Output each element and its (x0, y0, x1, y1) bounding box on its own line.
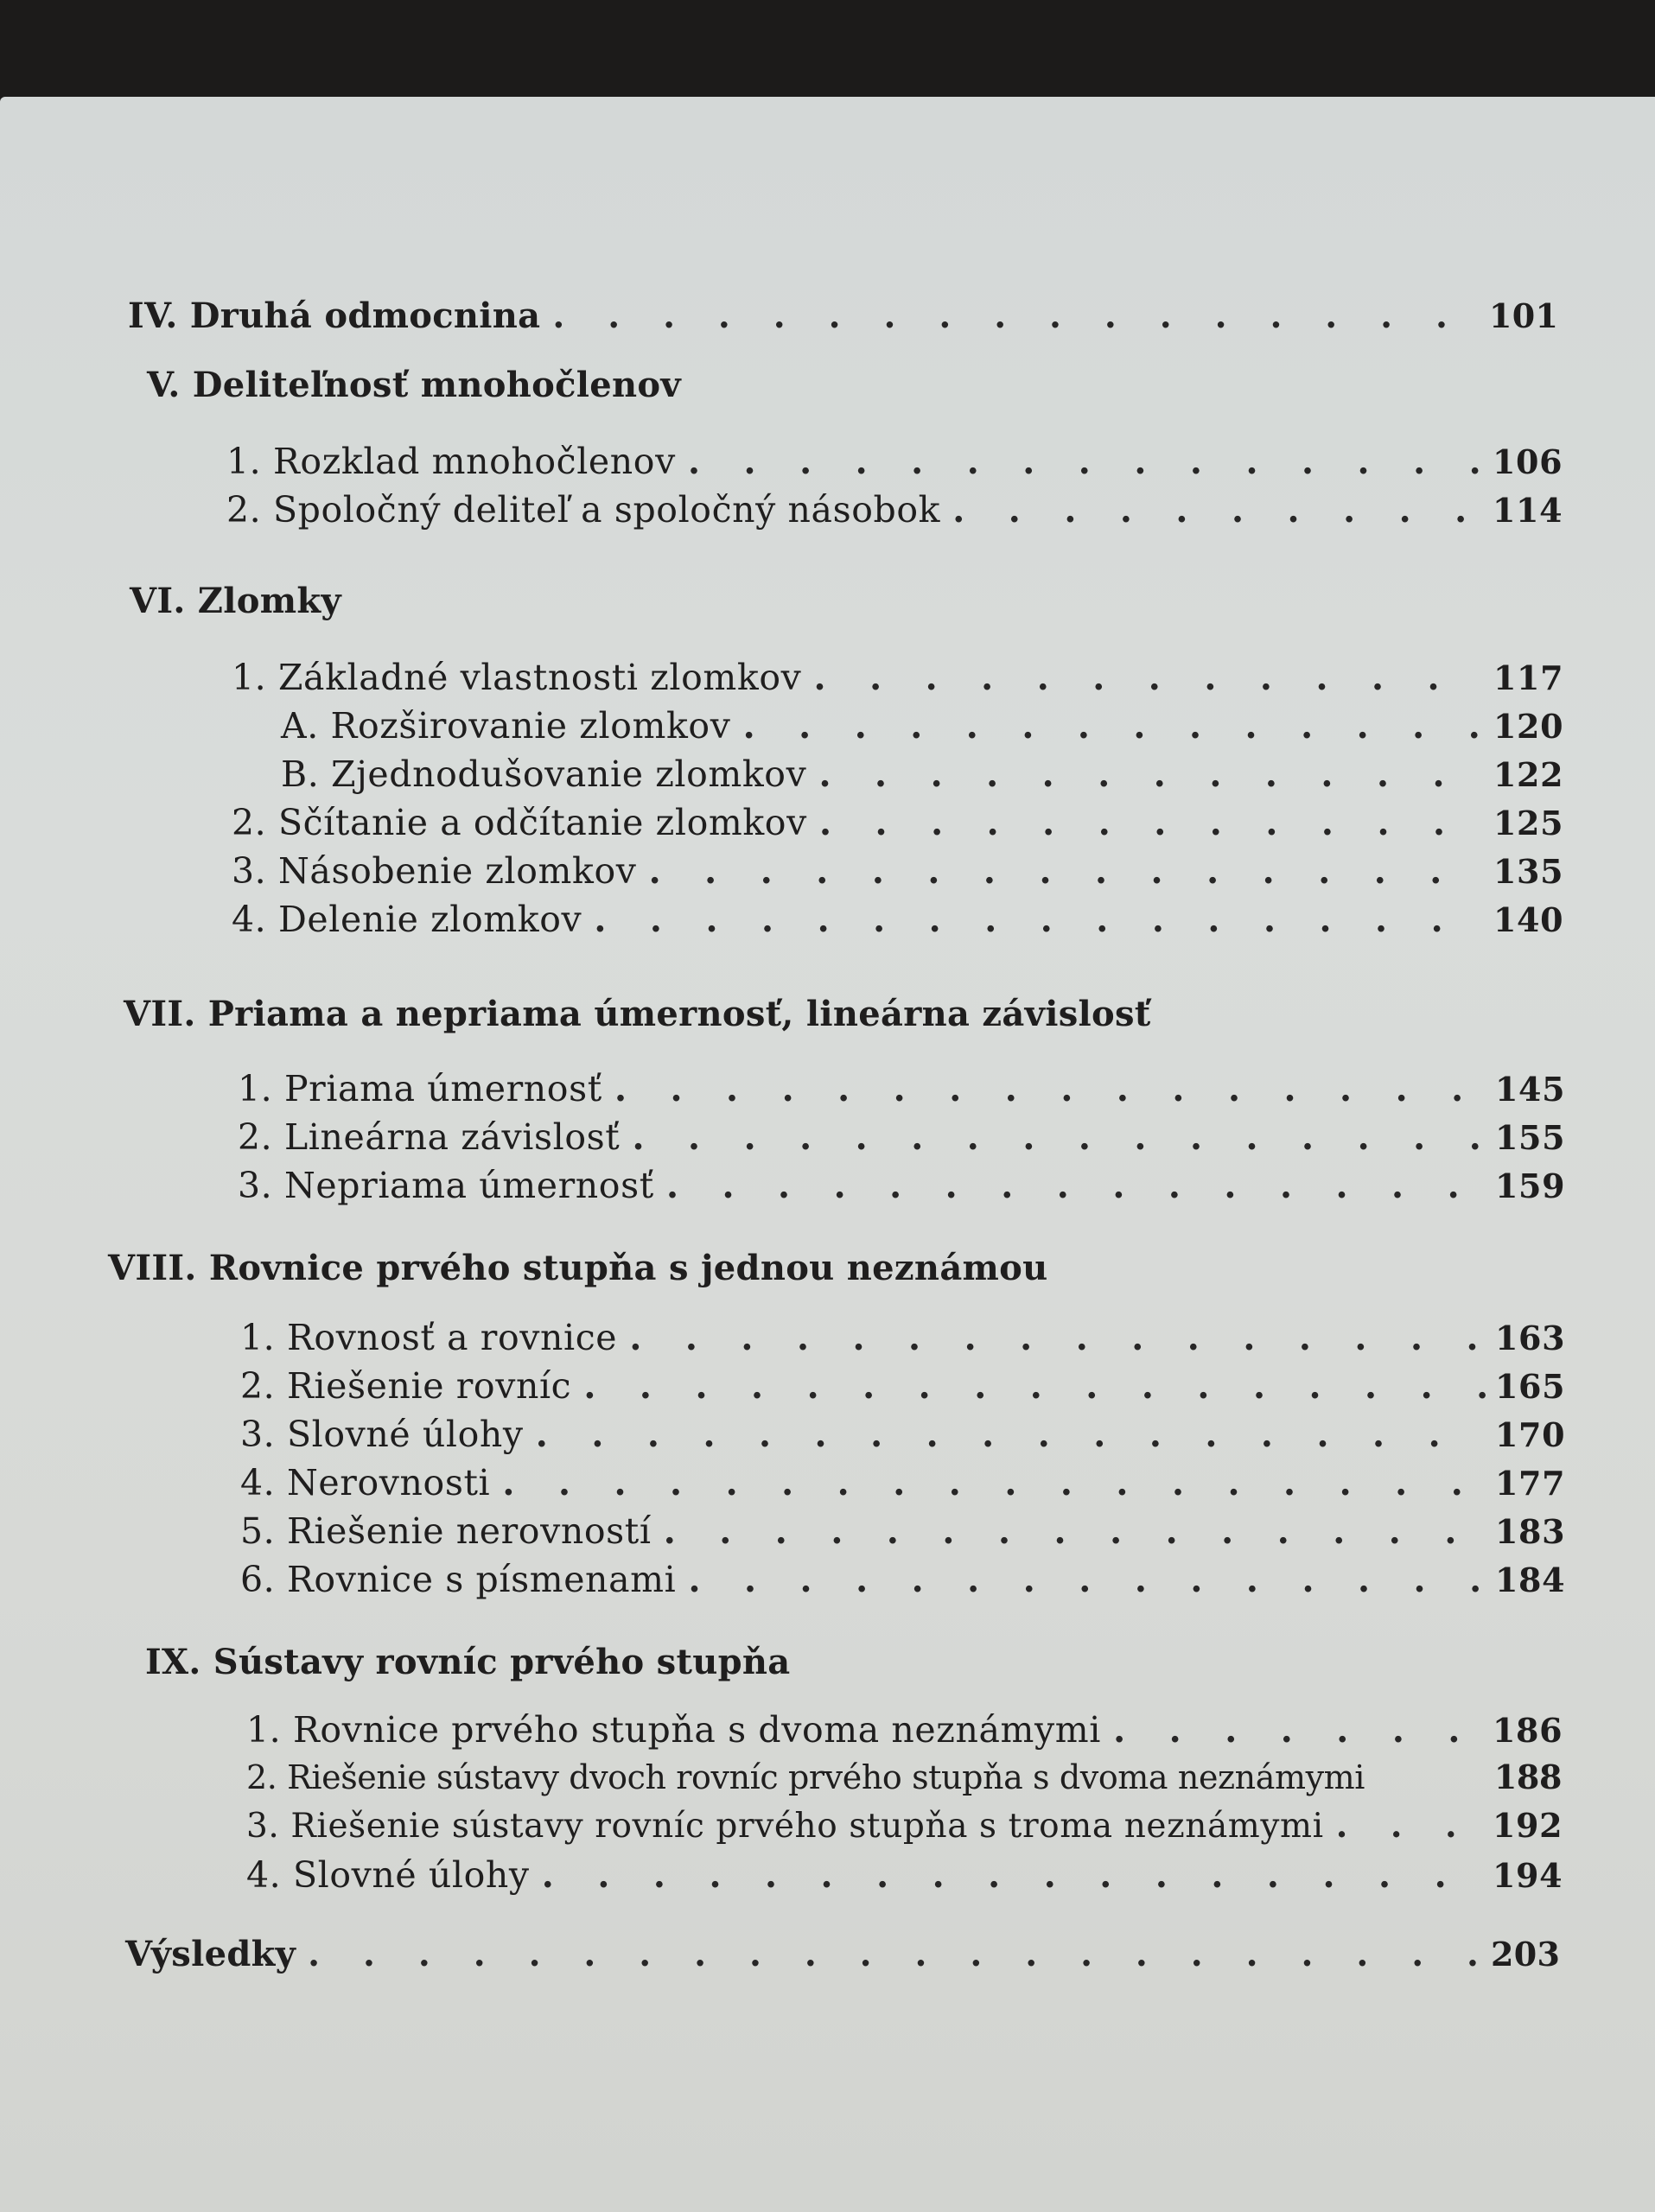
section-title: 3. Násobenie zlomkov (232, 850, 637, 892)
page-number: 155 (1495, 1118, 1566, 1157)
page-number: 159 (1495, 1166, 1566, 1205)
section-title: 1. Rozklad mnohočlenov (226, 441, 676, 482)
toc-entry-9-3[interactable] (246, 1806, 1562, 1846)
chapter-heading-6[interactable] (130, 581, 341, 621)
toc-entry-6-1[interactable] (232, 657, 1563, 698)
page-number: 183 (1495, 1512, 1566, 1551)
page-number: 145 (1495, 1070, 1566, 1109)
page-number: 114 (1493, 491, 1563, 530)
photo-background (0, 0, 1655, 102)
dot-leader (666, 1165, 1486, 1206)
dot-leader (308, 1934, 1482, 1974)
page-number: 165 (1495, 1367, 1566, 1406)
dot-leader (664, 1510, 1486, 1552)
dot-leader (819, 802, 1485, 843)
chapter-title: V. Deliteľnosť mnohočlenov (147, 365, 681, 405)
page-number: 125 (1493, 804, 1564, 842)
section-title: 2. Riešenie sústavy dvoch rovníc prvého stupňa s dvoma neznámymi (246, 1758, 1365, 1796)
toc-entry-7-3[interactable] (238, 1165, 1564, 1206)
dot-leader (952, 489, 1484, 531)
chapter-title: VII. Priama a nepriama úmernosť, lineárna závislosť (124, 994, 1151, 1034)
toc-entry-chapter-4[interactable] (128, 296, 1558, 336)
toc-entry-8-2[interactable] (240, 1365, 1564, 1407)
toc-entry-8-5[interactable] (240, 1510, 1564, 1552)
section-title: B. Zjednodušovanie zlomkov (281, 753, 807, 795)
dot-leader (742, 705, 1485, 747)
toc-entry-8-4[interactable] (240, 1462, 1564, 1503)
section-title: 5. Riešenie nerovností (240, 1510, 652, 1552)
page-number: 203 (1491, 1935, 1561, 1974)
section-title: 4. Slovné úlohy (246, 1854, 530, 1896)
chapter-title: Výsledky (125, 1934, 296, 1974)
dot-leader (632, 1116, 1486, 1158)
page-number: 101 (1489, 296, 1559, 335)
dot-leader (813, 657, 1485, 698)
section-title: 1. Rovnosť a rovnice (240, 1317, 618, 1358)
page-number: 192 (1493, 1806, 1563, 1845)
dot-leader (688, 1559, 1486, 1600)
dot-leader (688, 441, 1484, 482)
page-number: 177 (1495, 1464, 1566, 1503)
toc-entry-6-4[interactable] (232, 899, 1563, 940)
dot-leader (649, 850, 1486, 892)
page-number: 135 (1493, 852, 1564, 891)
dot-leader (542, 1854, 1484, 1896)
toc-entry-6-1a[interactable] (281, 705, 1563, 747)
toc-entry-5-2[interactable] (226, 489, 1562, 531)
page-number: 140 (1493, 900, 1564, 939)
dot-leader (594, 899, 1485, 940)
page-number: 194 (1493, 1856, 1563, 1895)
toc-entry-7-2[interactable] (238, 1116, 1564, 1158)
toc-entry-6-2[interactable] (232, 802, 1563, 843)
section-title: 2. Riešenie rovníc (240, 1365, 572, 1407)
section-title: 2. Sčítanie a odčítanie zlomkov (232, 802, 807, 843)
page-number: 186 (1493, 1711, 1563, 1750)
chapter-heading-9[interactable] (145, 1642, 791, 1682)
toc-entry-6-1b[interactable] (281, 753, 1563, 795)
section-title: 2. Lineárna závislosť (238, 1116, 621, 1158)
page-number: 163 (1495, 1319, 1566, 1357)
chapter-title: IV. Druhá odmocnina (128, 296, 541, 336)
toc-entry-9-2[interactable] (246, 1758, 1562, 1796)
section-title: 1. Základné vlastnosti zlomkov (232, 657, 802, 698)
page-number: 122 (1493, 755, 1564, 794)
toc-entry-results[interactable] (125, 1934, 1560, 1974)
toc-entry-8-1[interactable] (240, 1317, 1564, 1358)
dot-leader (502, 1462, 1486, 1503)
toc-entry-9-1[interactable] (246, 1709, 1562, 1751)
toc-entry-5-1[interactable] (226, 441, 1562, 482)
dot-leader (583, 1365, 1486, 1407)
page-number: 170 (1495, 1415, 1566, 1454)
dot-leader (629, 1317, 1486, 1358)
page-number: 117 (1493, 658, 1564, 697)
section-title: 3. Riešenie sústavy rovníc prvého stupňa s troma neznámymi (246, 1807, 1324, 1846)
chapter-title: IX. Sústavy rovníc prvého stupňa (145, 1642, 791, 1682)
toc-entry-6-3[interactable] (232, 850, 1563, 892)
book-page (0, 97, 1655, 2212)
chapter-title: VI. Zlomky (130, 581, 341, 621)
section-title: 1. Rovnice prvého stupňa s dvoma neznámymi (246, 1709, 1101, 1751)
dot-leader (1336, 1806, 1484, 1846)
page-number: 120 (1493, 707, 1564, 746)
section-title: A. Rozširovanie zlomkov (281, 705, 731, 747)
dot-leader (614, 1068, 1486, 1109)
dot-leader (552, 296, 1480, 336)
chapter-heading-7[interactable] (124, 994, 1151, 1034)
section-title: 4. Delenie zlomkov (232, 899, 582, 940)
chapter-title: VIII. Rovnice prvého stupňa s jednou neznámou (108, 1248, 1048, 1288)
page-number: 184 (1495, 1560, 1566, 1599)
section-title: 1. Priama úmernosť (238, 1068, 602, 1109)
page-number: 106 (1493, 442, 1563, 481)
dot-leader (818, 753, 1485, 795)
section-title: 3. Nepriama úmernosť (238, 1165, 654, 1206)
toc-entry-8-3[interactable] (240, 1414, 1564, 1455)
chapter-heading-5[interactable] (147, 365, 681, 405)
toc-entry-9-4[interactable] (246, 1854, 1562, 1896)
page-number: 188 (1493, 1758, 1562, 1796)
toc-entry-8-6[interactable] (240, 1559, 1564, 1600)
dot-leader (1113, 1709, 1484, 1751)
toc-entry-7-1[interactable] (238, 1068, 1564, 1109)
dot-leader (536, 1414, 1486, 1455)
section-title: 4. Nerovnosti (240, 1462, 491, 1503)
chapter-heading-8[interactable] (108, 1248, 1048, 1288)
section-title: 6. Rovnice s písmenami (240, 1559, 677, 1600)
section-title: 2. Spoločný deliteľ a spoločný násobok (226, 489, 941, 531)
section-title: 3. Slovné úlohy (240, 1414, 524, 1455)
